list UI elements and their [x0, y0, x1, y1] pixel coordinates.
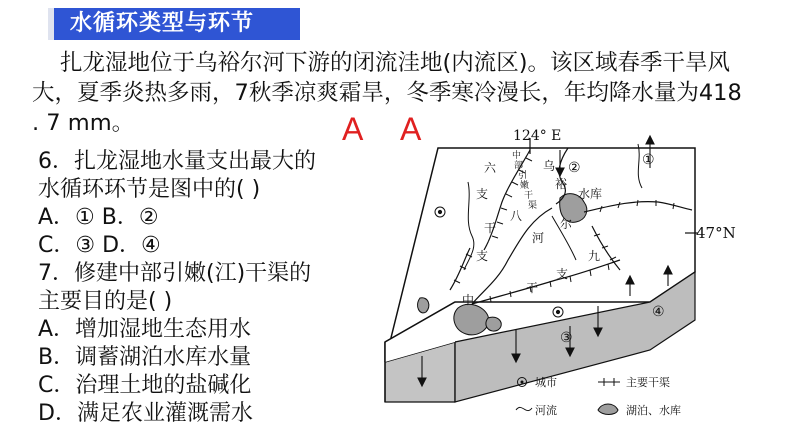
- lake-3: [486, 317, 501, 331]
- label-zhi3: 支: [476, 249, 489, 263]
- label-qu: 渠: [528, 201, 538, 211]
- lake-1: [454, 304, 489, 335]
- label-yin: 引: [518, 171, 528, 181]
- label-nen: 嫩: [520, 181, 530, 191]
- label-circle-3: ③: [560, 330, 573, 346]
- q6-options-row-1: A．① B．②: [38, 205, 159, 230]
- legend-canal: 主要干渠: [626, 376, 670, 389]
- lake-2: [418, 298, 429, 313]
- label-circle-4: ④: [652, 304, 665, 320]
- passage-line-2: 大，夏季炎热多雨，7秋季凉爽霜旱，冬季寒冷漫长，年均降水量为418: [32, 80, 742, 106]
- label-liu: 六: [484, 161, 497, 175]
- label-jiu: 九: [588, 249, 601, 263]
- label-wu: 乌: [543, 159, 556, 173]
- label-zhi1: 支: [476, 187, 489, 201]
- label-gan1: 干: [484, 221, 497, 235]
- passage-line-3: . 7 mm。: [32, 110, 135, 136]
- q7-option-d: D．满足农业灌溉需水: [38, 401, 253, 426]
- label-reservoir: 水库: [578, 187, 603, 201]
- longitude-label: 124° E: [513, 128, 562, 144]
- label-yu: 裕: [555, 177, 568, 191]
- label-er: 尔: [560, 217, 573, 231]
- label-he: 河: [532, 231, 545, 245]
- label-circle-2: ②: [568, 160, 581, 176]
- q7-option-b: B．调蓄湖泊水库水量: [38, 345, 252, 370]
- q6-line-1: 6．扎龙湿地水量支出最大的: [38, 149, 316, 174]
- label-gan2: 干: [526, 281, 539, 295]
- label-zhi2: 支: [556, 267, 569, 281]
- q7-line-1: 7．修建中部引嫩(江)干渠的: [38, 261, 312, 286]
- label-circle-1: ①: [642, 152, 655, 168]
- q7-line-2: 主要目的是( ): [38, 289, 173, 314]
- q6-options-row-2: C．③ D．④: [38, 233, 161, 258]
- wetland-map: [380, 120, 780, 440]
- label-zhong: 中: [512, 151, 522, 161]
- label-gan: 干: [524, 191, 534, 201]
- label-ba: 八: [510, 209, 523, 223]
- answer-q6: A: [342, 111, 364, 147]
- q7-option-a: A．增加湿地生态用水: [38, 317, 252, 342]
- label-zhong2: 中: [462, 293, 475, 307]
- map-legend: [516, 376, 681, 417]
- legend-river: 河流: [535, 404, 557, 417]
- legend-city: 城市: [535, 376, 557, 389]
- page-title: 水循环类型与环节: [70, 11, 255, 36]
- legend-lake: 湖泊、水库: [626, 404, 681, 417]
- passage-line-1: 扎龙湿地位于乌裕尔河下游的闭流洼地(内流区)。该区域春季干旱风: [60, 50, 731, 76]
- label-bu: 部: [514, 161, 524, 171]
- q6-line-2: 水循环环节是图中的( ): [38, 177, 261, 202]
- latitude-label: 47°N: [696, 224, 736, 242]
- answer-q7: A: [400, 111, 422, 147]
- q7-option-c: C．治理土地的盐碱化: [38, 373, 252, 398]
